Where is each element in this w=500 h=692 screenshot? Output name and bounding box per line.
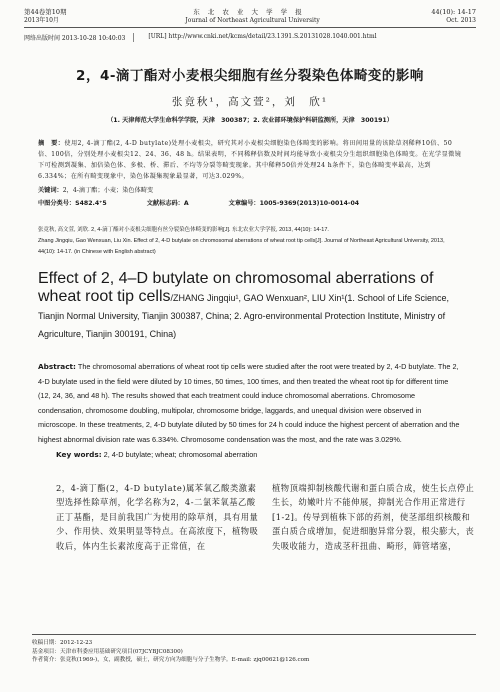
volume-issue: 第44卷第10期 — [24, 8, 67, 16]
citation — [38, 225, 462, 258]
abstract-en-label: Abstract: — [38, 362, 76, 371]
abstract-cn — [38, 138, 462, 182]
footnotes — [32, 634, 476, 665]
title-en-block — [38, 270, 462, 342]
article-url[interactable]: [URL] http://www.cnki.net/kcms/detail/23.1391.S.20131028.1040.001.html — [148, 33, 377, 40]
clc-number: 中图分类号：S482.4⁺5 — [38, 200, 107, 207]
citation-en: Zhang Jingqiu, Gao Wenxuan, Liu Xin. Effect of 2, 4-D butylate on chromosomal aberrations of wheat root tip cells[J]. Journal of Northeast Agricultural University, 2013, 44(10): 14-17. (in Chinese with English abstract) — [38, 238, 445, 255]
body-text — [56, 481, 476, 554]
classification — [38, 198, 462, 207]
journal-header — [24, 0, 476, 17]
abstract-en-text: The chromosomal aberrations of wheat root tip cells were studied after the root were treated by 2, 4-D butylate. The 2, 4-D butylate used in the field were diluted by 10 times, 50 times, 100 times, and then treated the wheat root tip for different time (12, 24, 36, and 48 h). The results showed that each treatment could induce chromosomal aberrations. Chromosome condensation, chromosome doubling, multipolar, chromosome bridge, laggards, and unequal division were observed in microscope. In these treatments, 2, 4-D butylate diluted by 50 times for 24 h could induce the highest percent of aberration and the highest abnormal division rate was 6.334%. Chromosome condensation was the most, and the rate was 3.029%. — [38, 362, 460, 444]
keywords-cn — [38, 185, 462, 194]
footnote-fund: 基金项目：天津市科委应用基础研究项目(07JCYBJC08300) — [32, 648, 183, 655]
body-column-right: 植物顶端抑制核酸代谢和蛋白质合成，使生长点停止生长，幼嫩叶片不能伸展，抑制光合作用正常进行[1-2]。传导到植株下部的药剂，使茎部组织核酸和蛋白质合成增加，促进细胞异常分裂，根尖膨大，丧失吸收能力，造成茎秆扭曲、畸形，筛管堵塞， — [272, 482, 475, 551]
keywords-en-text: 2, 4-D butylate; wheat; chromosomal aberration — [103, 449, 258, 459]
citation-cn: 张竟秋, 高文萱, 刘欣. 2, 4-滴丁酯对小麦根尖细胞有丝分裂染色体畸变的影响[J]. 东北农业大学学报, 2013, 44(10): 14-17. — [38, 227, 329, 233]
issue-date-en: Oct. 2013 — [446, 17, 476, 24]
article-number: 文章编号：1005-9369(2013)10-0014-04 — [228, 200, 360, 207]
issue-date-cn: 2013年10月 — [24, 17, 59, 24]
affiliation-cn: （1. 天津师范大学生命科学学院，天津 300387；2. 农业部环境保护科研监测所，天津 300191） — [107, 117, 393, 124]
publication-info — [24, 33, 476, 42]
keywords-cn-label: 关键词： — [38, 187, 63, 194]
abstract-cn-label: 摘 要： — [38, 140, 65, 147]
title-cn: 2，4-滴丁酯对小麦根尖细胞有丝分裂染色体畸变的影响 — [76, 68, 424, 84]
doc-code: 文献标志码：A — [146, 200, 189, 207]
abstract-cn-text: 使用2, 4-滴丁酯(2, 4-D butylate)处理小麦根尖，研究其对小麦根尖细胞染色体畸变的影响。将田间用量的该除草剂稀释10倍、50倍、100倍，分别处理小麦根尖12、24、36、48 h。结果表明，不同稀释倍数及时间均能导致小麦根尖分生组织细胞染色体畸变。在光学显微镜下可检测到凝集、加倍染色体、多极、桥、滞后、不均等分裂等畸变现象。其中稀释50倍并处理24 h条件下，染色体畸变率最高，达到6.334%；在所有畸变现象中，染色体凝集现象最显著，可达3.029%。 — [38, 140, 462, 180]
body-column-left: 2，4-滴丁酯(2，4-D butylate)属苯氧乙酸类激素型选择性除草剂，化学名称为2，4-二氯苯氧基乙酸正丁基酯，是目前我国广为使用的除草剂，具有用量少、作用快、效果明显等特点。在高浓度下，植物吸收后，体内生长素浓度高于正常值，在 — [56, 482, 259, 551]
online-date: 网络出版时间 2013-10-28 10:40:03 — [24, 33, 134, 42]
authors-en: /ZHANG Jingqiu¹, GAO Wenxuan², LIU Xin¹(1. School of Life Science, Tianjin Normal University, Tianjin 300387, China; 2. Agro-environmental Protection Institute, Ministry of Agriculture, Tianjin 300191, China) — [38, 293, 449, 339]
authors-cn: 张竟秋¹，高文萱²，刘 欣¹ — [171, 96, 329, 108]
keywords-en — [56, 450, 462, 459]
footnote-received: 收稿日期：2012-12-23 — [32, 640, 93, 646]
page-range: 44(10): 14-17 — [431, 8, 476, 16]
journal-header-2 — [24, 17, 476, 28]
keywords-en-label: Key words: — [56, 449, 102, 459]
footnote-author: 作者简介：张竟秋(1969-)，女，副教授，硕士，研究方向为细胞与分子生物学。E-mail: zjq00621@126.com — [32, 657, 310, 663]
journal-name-cn: 东 北 农 业 大 学 学 报 — [193, 8, 305, 16]
title-en: Effect of 2, 4–D butylate on chromosomal aberrations of wheat root tip cells — [38, 270, 434, 305]
abstract-en — [38, 360, 462, 448]
journal-name-en: Journal of Northeast Agricultural University — [185, 17, 320, 24]
keywords-cn-text: 2，4-滴丁酯；小麦；染色体畸变 — [62, 187, 154, 194]
